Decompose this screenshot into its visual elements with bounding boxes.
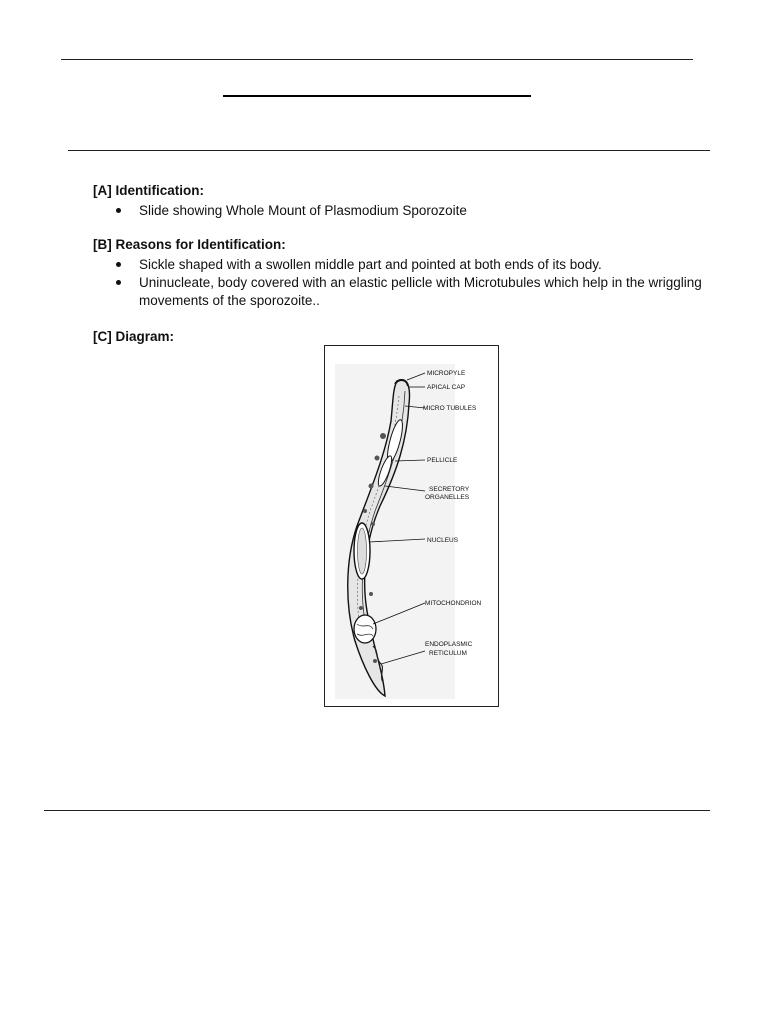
label-er-1: ENDOPLASMIC [425,641,473,648]
section-b-heading: [B] Reasons for Identification: [93,237,286,252]
granule [369,484,374,489]
nucleus-inner [358,528,367,574]
sporozoite-diagram [324,345,499,707]
granule [380,433,386,439]
section-a-heading: [A] Identification: [93,183,204,198]
section-b-list [93,256,713,310]
header-rule [68,150,710,151]
top-rule [61,59,693,60]
bullet-icon [116,208,121,213]
section-a-list [93,202,713,220]
section-reasons [93,236,713,310]
label-micropyle: MICROPYLE [427,370,466,377]
granule [375,456,380,461]
label-apical-cap: APICAL CAP [427,384,466,391]
title-underline [223,95,531,97]
section-c-heading: [C] Diagram: [93,329,175,344]
list-item: Sickle shaped with a swollen middle part and pointed at both ends of its body. [93,256,713,274]
bullet-icon [116,280,121,285]
footer-rule [44,810,710,811]
sporozoite-illustration [325,346,500,708]
label-nucleus: NUCLEUS [427,537,459,544]
section-diagram [93,328,713,346]
granule [359,606,363,610]
section-identification [93,182,713,220]
granule [373,659,377,663]
label-er-2: RETICULUM [429,650,467,657]
label-mitochondrion: MITOCHONDRION [425,600,482,607]
label-pellicle: PELLICLE [427,457,458,464]
granule [371,522,375,526]
list-item: Uninucleate, body covered with an elastic pellicle with Microtubules which help in the wriggling movements of the sporozoite.. [93,274,713,310]
label-micro-tubules: MICRO TUBULES [423,405,477,412]
granule [363,509,367,513]
label-secretory-1: SECRETORY [429,486,470,493]
bullet-icon [116,262,121,267]
list-item: Slide showing Whole Mount of Plasmodium Sporozoite [93,202,713,220]
granule [369,592,373,596]
label-secretory-2: ORGANELLES [425,494,470,501]
